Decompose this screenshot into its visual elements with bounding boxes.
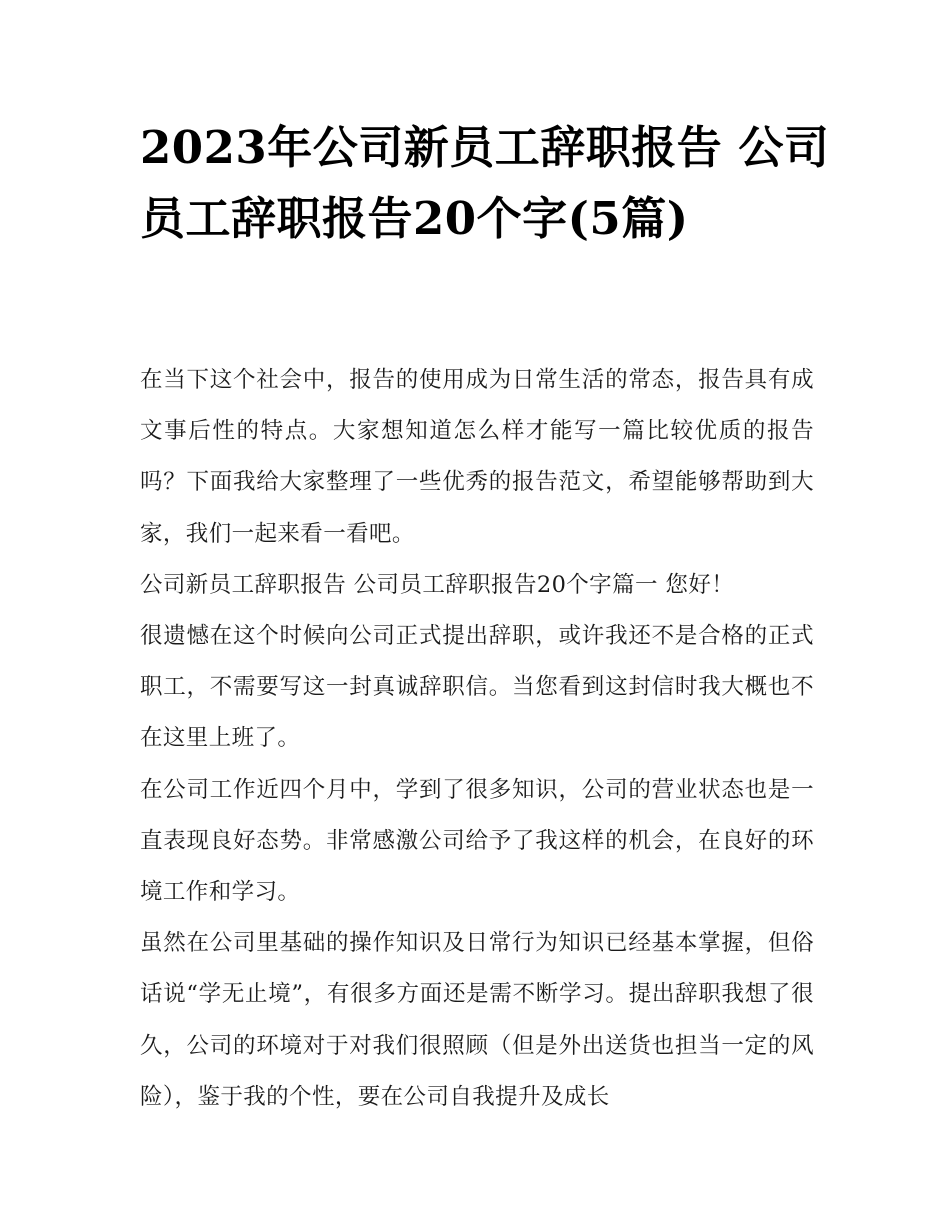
body-paragraph: 虽然在公司里基础的操作知识及日常行为知识已经基本掌握，但俗话说“学无止境”，有很多方面还是需不断学习。提出辞职我想了很久，公司的环境对于对我们很照顾（但是外出送货也担当一定的风险），鉴于我的个性，要在公司自我提升及成长: [140, 930, 814, 1110]
body-paragraph: 很遗憾在这个时候向公司正式提出辞职，或许我还不是合格的正式职工，不需要写这一封真诚辞职信。当您看到这封信时我大概也不在这里上班了。: [140, 623, 814, 752]
body-paragraph-intro: 在当下这个社会中，报告的使用成为日常生活的常态，报告具有成文事后性的特点。大家想知道怎么样才能写一篇比较优质的报告吗？下面我给大家整理了一些优秀的报告范文，希望能够帮助到大家，我们一起来看一看吧。: [140, 367, 814, 547]
body-paragraph-heading-line: 公司新员工辞职报告 公司员工辞职报告20个字篇一 您好！: [140, 571, 735, 598]
body-paragraph: 在公司工作近四个月中，学到了很多知识，公司的营业状态也是一直表现良好态势。非常感激公司给予了我这样的机会，在良好的环境工作和学习。: [140, 776, 814, 906]
document-body: [140, 355, 814, 1123]
document-title: 2023年公司新员工辞职报告 公司员工辞职报告20个字(5篇): [140, 121, 830, 245]
